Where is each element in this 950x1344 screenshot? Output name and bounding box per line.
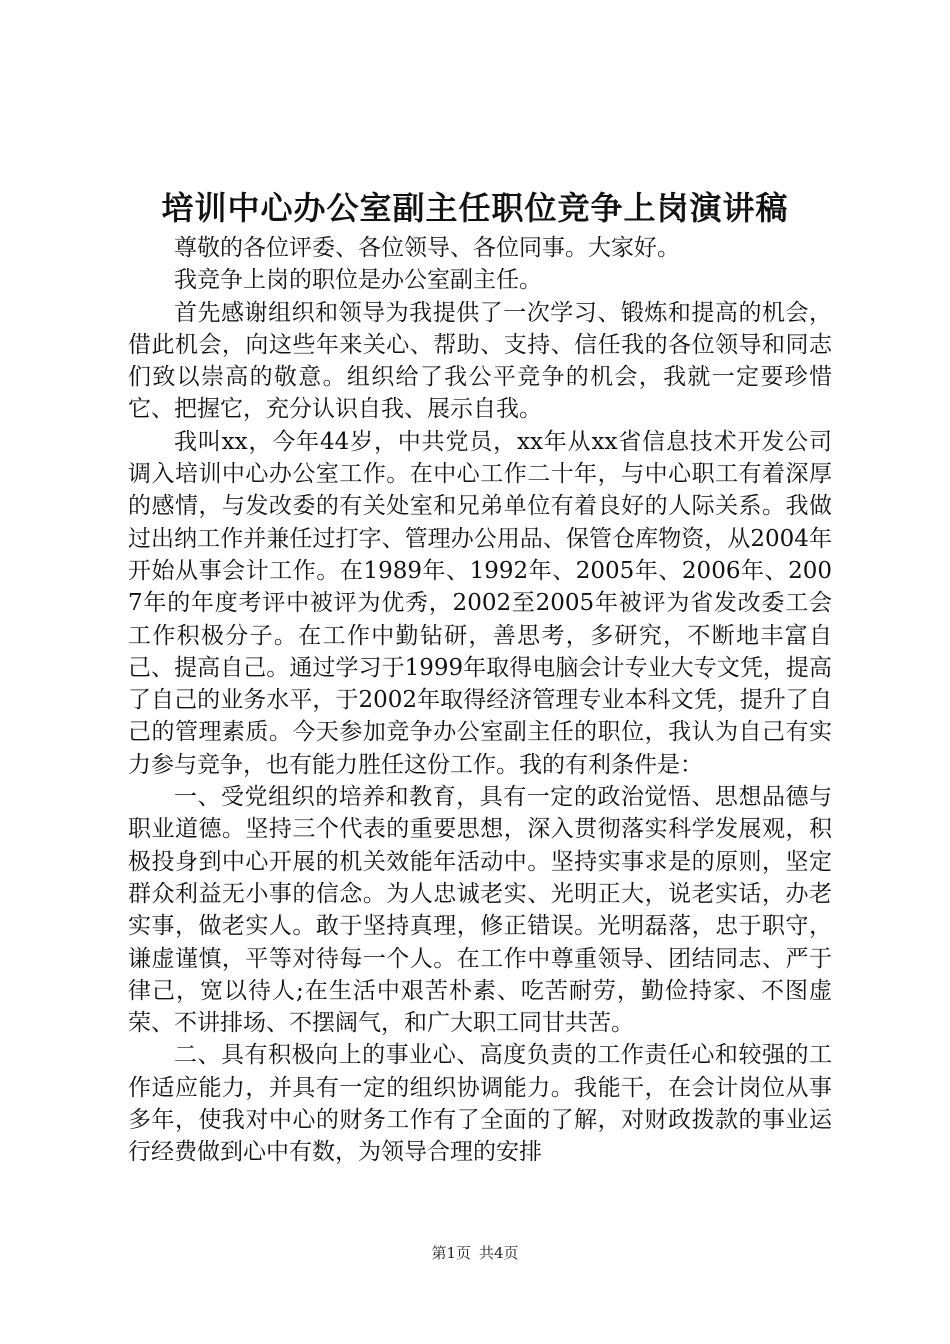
introduction-paragraph: 我叫xx，今年44岁，中共党员，xx年从xx省信息技术开发公司调入培训中心办公室工作。在中心工作二十年，与中心职工有着深厚的感情，与发改委的有关处室和兄弟单位有着良好的人际关系。我做过出纳工作并兼任过打字、管理办公用品、保管仓库物资，从2004年开始从事会计工作。在1989年、1992年、2005年、2006年、2007年的年度考评中被评为优秀，2002至2005年被评为省发改委工会工作积极分子。在工作中勤钻研，善思考，多研究，不断地丰富自己、提高自己。通过学习于1999年取得电脑会计专业大专文凭，提高了自己的业务水平，于2002年取得经济管理专业本科文凭，提升了自己的管理素质。今天参加竞争办公室副主任的职位，我认为自己有实力参与竞争，也有能力胜任这份工作。我的有利条件是： [128,428,832,778]
thanks-paragraph: 首先感谢组织和领导为我提供了一次学习、锻炼和提高的机会，借此机会，向这些年来关心、帮助、支持、信任我的各位领导和同志们致以崇高的敬意。组织给了我公平竞争的机会，我就一定要珍惜它、把握它，充分认识自我、展示自我。 [128,299,832,423]
document-body [128,232,832,1169]
position-paragraph: 我竞争上岗的职位是办公室副主任。 [174,267,542,294]
page-total: 共4页 [479,1244,519,1262]
page-number: 第1页 [431,1244,471,1262]
condition-one-paragraph: 一、受党组织的培养和教育，具有一定的政治觉悟、思想品德与职业道德。坚持三个代表的重要思想，深入贯彻落实科学发展观，积极投身到中心开展的机关效能年活动中。坚持实事求是的原则，坚定群众利益无小事的信念。为人忠诚老实、光明正大，说老实话，办老实事，做老实人。敢于坚持真理，修正错误。光明磊落，忠于职守，谦虚谨慎，平等对待每一个人。在工作中尊重领导、团结同志、严于律己，宽以待人;在生活中艰苦朴素、吃苦耐劳，勤俭持家、不图虚荣、不讲排场、不摆阔气，和广大职工同甘共苦。 [128,784,832,1037]
condition-two-paragraph: 二、具有积极向上的事业心、高度负责的工作责任心和较强的工作适应能力，并具有一定的组织协调能力。我能干，在会计岗位从事多年，使我对中心的财务工作有了全面的了解，对财政拨款的事业运行经费做到心中有数，为领导合理的安排 [128,1042,832,1166]
greeting-paragraph: 尊敬的各位评委、各位领导、各位同事。大家好。 [174,235,680,261]
page-footer [0,1242,950,1264]
document-title: 培训中心办公室副主任职位竞争上岗演讲稿 [161,189,789,227]
